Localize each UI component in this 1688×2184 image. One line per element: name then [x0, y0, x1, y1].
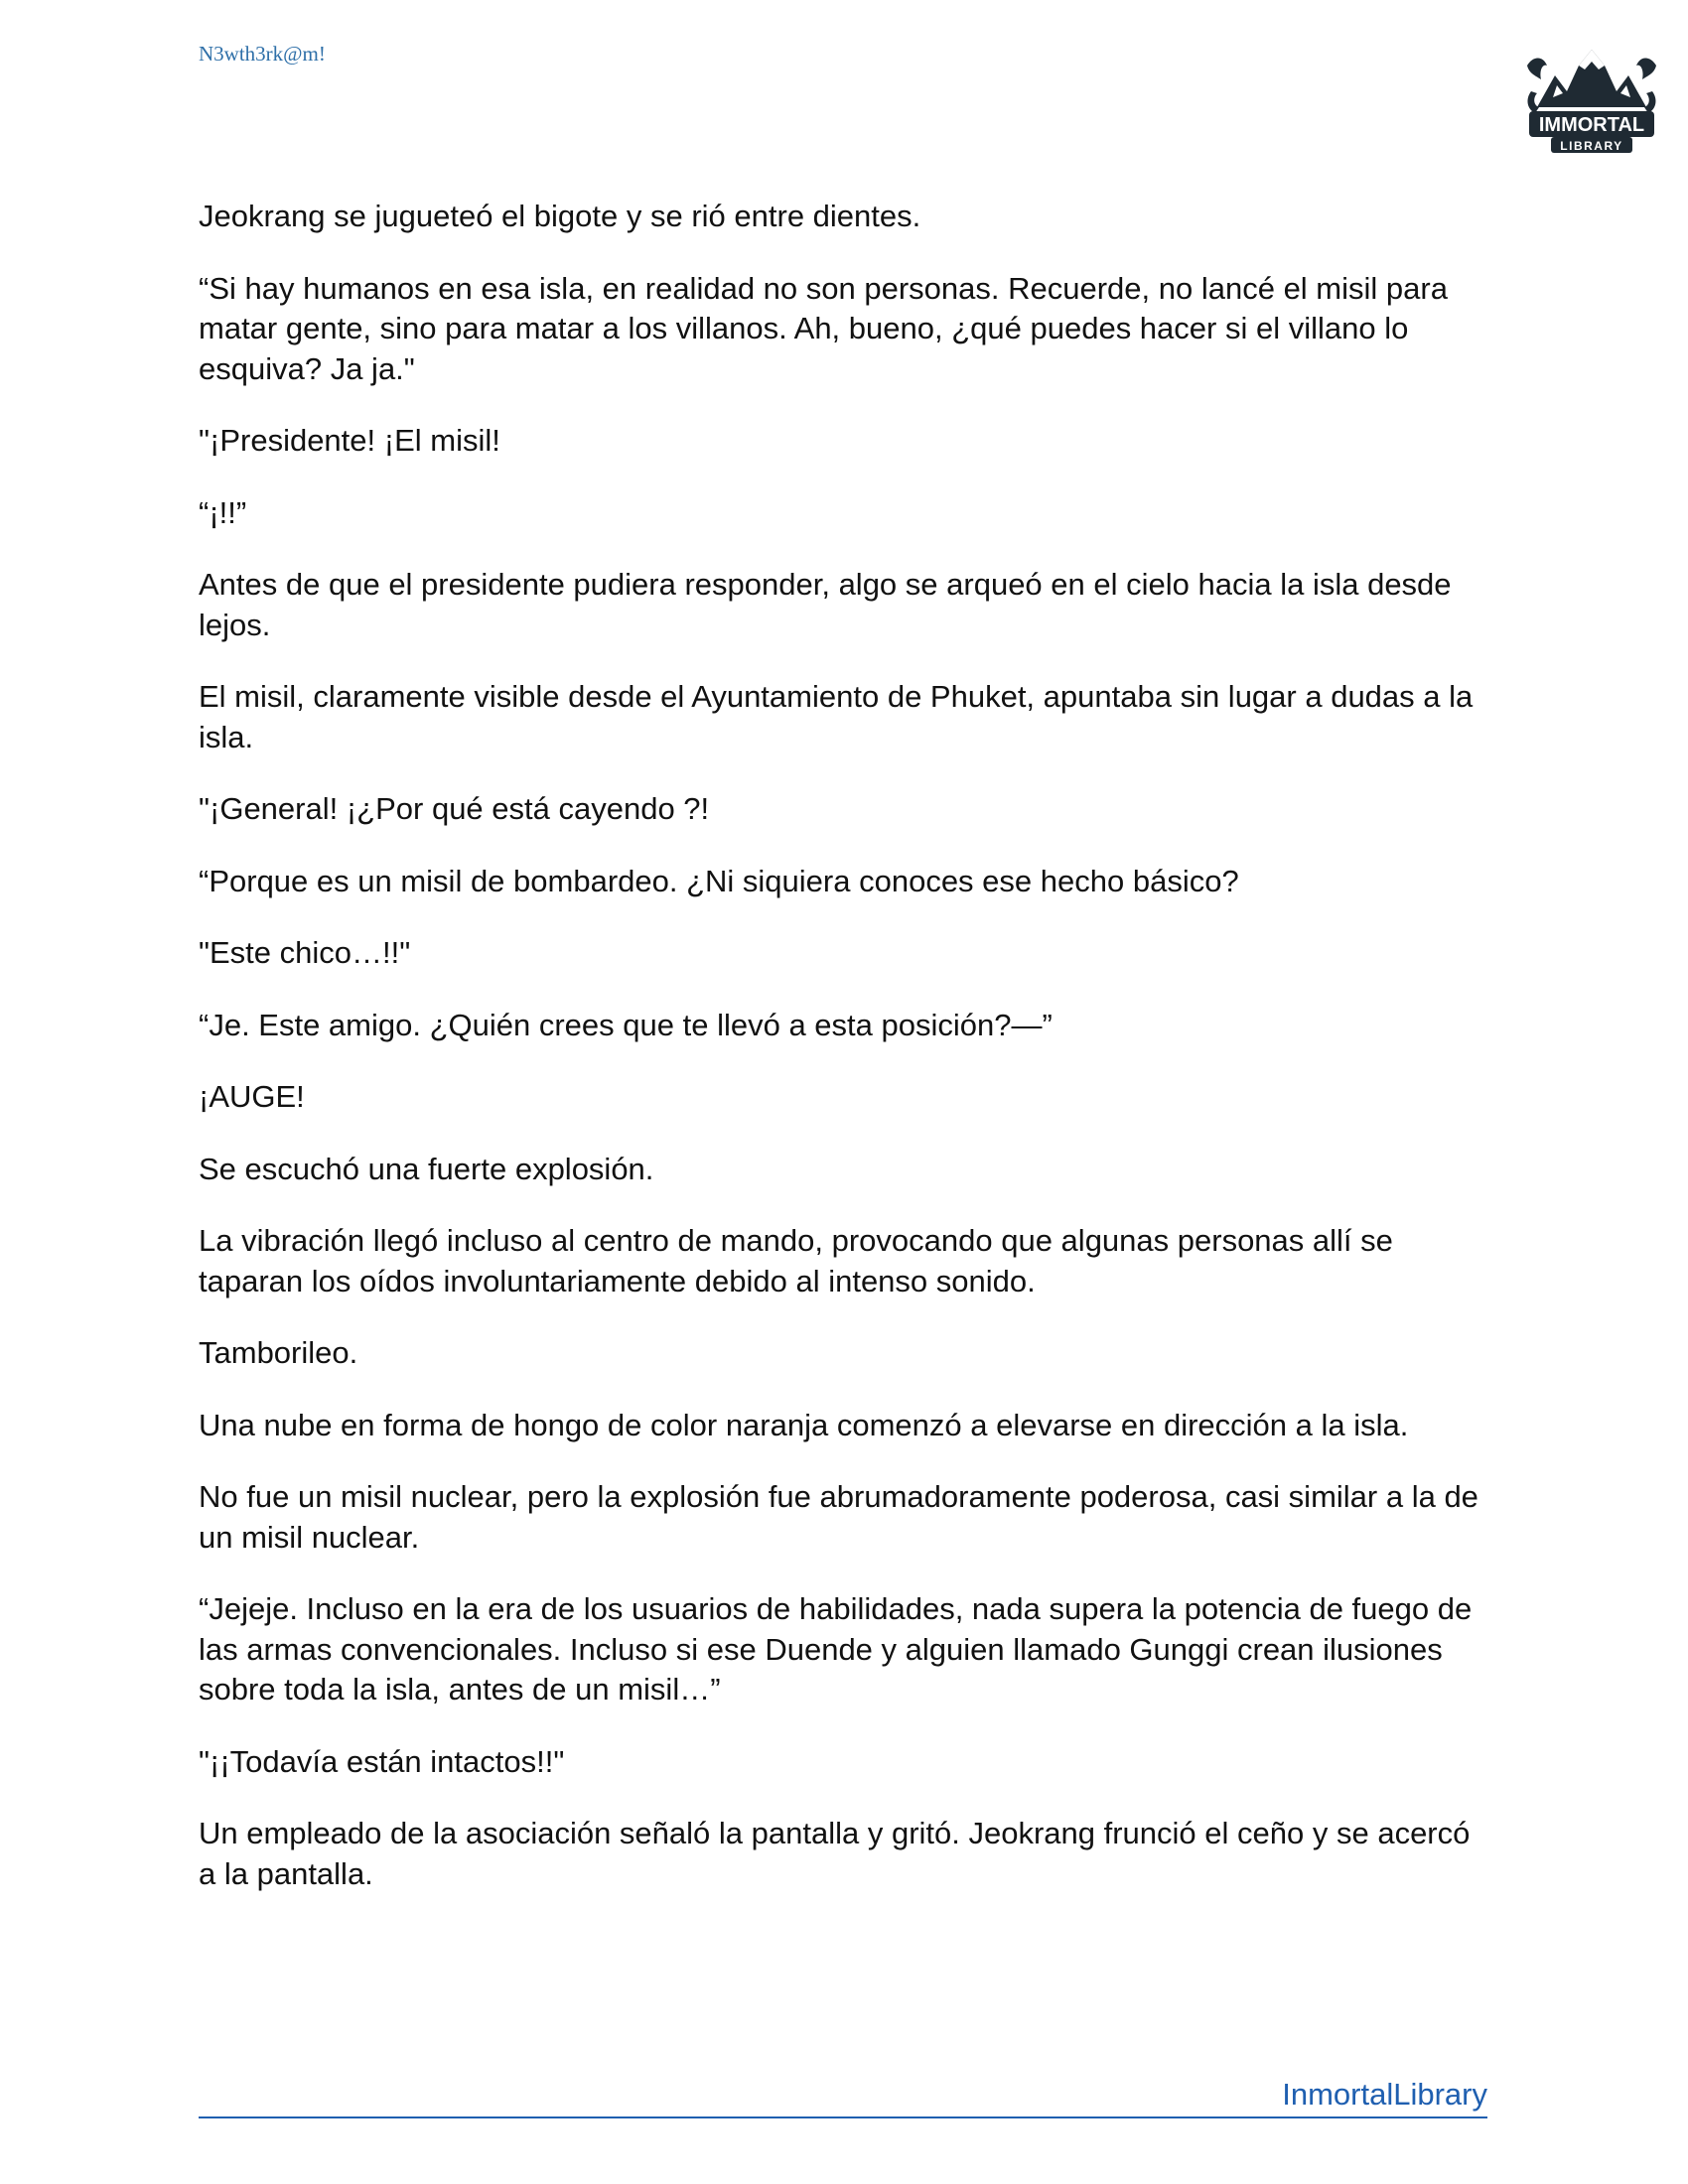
paragraph: Un empleado de la asociación señaló la pantalla y gritó. Jeokrang frunció el ceño y se acercó a la pantalla. [199, 1816, 1471, 1891]
paragraph: "¡Presidente! ¡El misil! [199, 423, 500, 458]
paragraph: Jeokrang se jugueteó el bigote y se rió entre dientes. [199, 199, 921, 233]
paragraph: “Jejeje. Incluso en la era de los usuarios de habilidades, nada supera la potencia de fuego de las armas convencionales. Incluso si ese Duende y alguien llamado Gunggi crean ilusiones sobre toda la isla, antes de un misil…” [199, 1591, 1473, 1706]
paragraph: "¡General! ¡¿Por qué está cayendo ?! [199, 791, 710, 826]
paragraph: La vibración llegó incluso al centro de mando, provocando que algunas personas allí se taparan los oídos involuntariamente debido al intenso sonido. [199, 1223, 1393, 1298]
paragraph: "Este chico…!!" [199, 935, 411, 970]
logo-line1: IMMORTAL [1538, 114, 1645, 136]
paragraph: "¡¡Todavía están intactos!!" [199, 1743, 565, 1779]
paragraph: Se escuchó una fuerte explosión. [199, 1151, 654, 1186]
paragraph: ¡AUGE! [199, 1079, 305, 1114]
paragraph: “Je. Este amigo. ¿Quién crees que te llevó a esta posición?—” [199, 1007, 1053, 1042]
paragraph: Una nube en forma de hongo de color naranja comenzó a elevarse en dirección a la isla. [199, 1407, 1409, 1442]
footer-library-link[interactable]: InmortalLibrary [1282, 2077, 1487, 2112]
paragraph: “Si hay humanos en esa isla, en realidad no son personas. Recuerde, no lancé el misil para matar gente, sino para matar a los villanos. Ah, bueno, ¿qué puedes hacer si el villano lo esquiva? Ja ja." [199, 270, 1448, 386]
paragraph: Antes de que el presidente pudiera responder, algo se arqueó en el cielo hacia la isla desde lejos. [199, 567, 1452, 642]
logo-line2: LIBRARY [1560, 139, 1623, 153]
paragraph: No fue un misil nuclear, pero la explosión fue abrumadoramente poderosa, casi similar a la de un misil nuclear. [199, 1479, 1478, 1555]
document-body [199, 197, 1489, 1926]
paragraph: “¡!!” [199, 494, 247, 530]
immortal-library-logo [1517, 36, 1666, 163]
dragon-icon [1527, 50, 1656, 113]
paragraph: “Porque es un misil de bombardeo. ¿Ni siquiera conoces ese hecho básico? [199, 863, 1239, 898]
header-watermark: N3wth3rk@m! [199, 42, 326, 66]
paragraph: Tamborileo. [199, 1335, 358, 1370]
footer-divider [199, 2116, 1487, 2118]
paragraph: El misil, claramente visible desde el Ayuntamiento de Phuket, apuntaba sin lugar a dudas a la isla. [199, 679, 1474, 754]
